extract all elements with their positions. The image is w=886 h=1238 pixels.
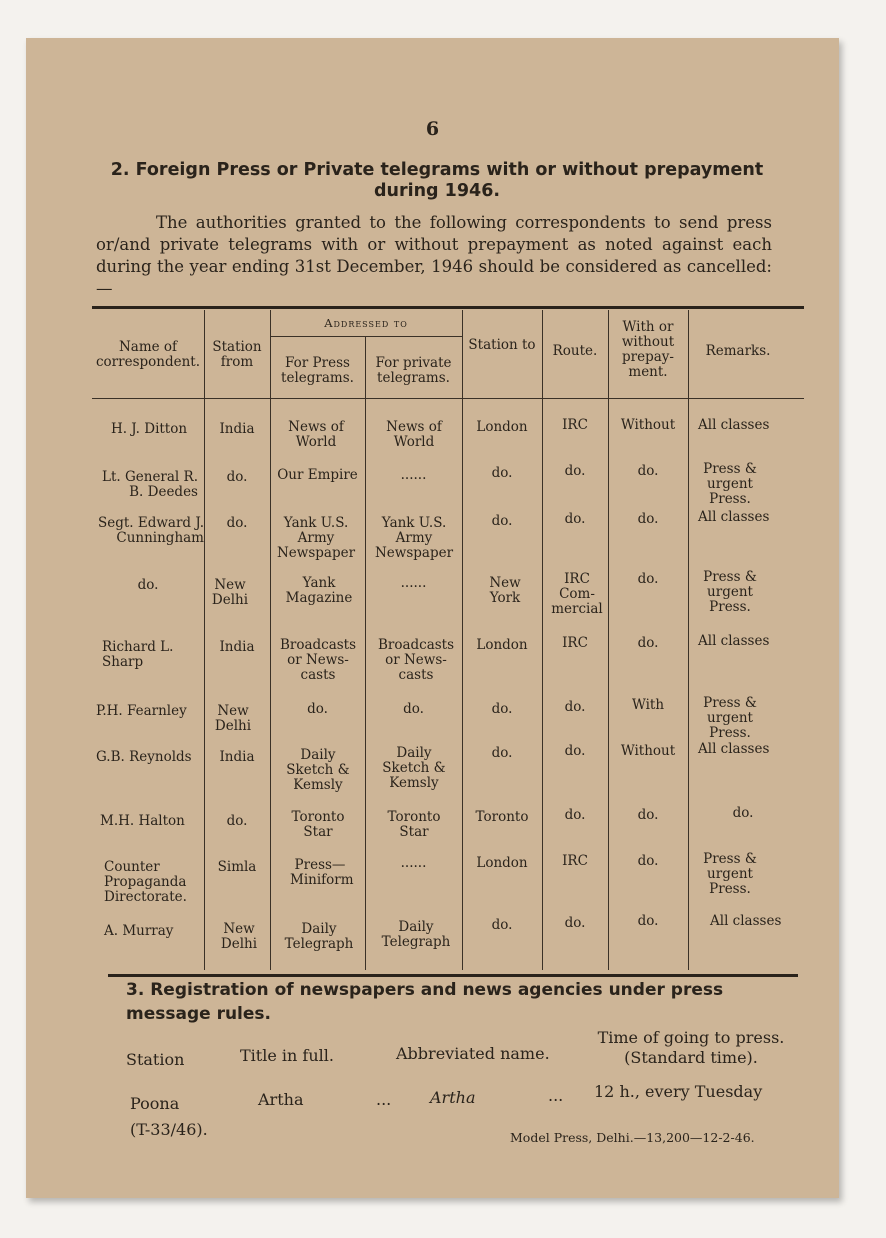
table-cell-route: do. xyxy=(564,743,586,759)
header-addressed-to: Addressed to xyxy=(324,316,408,330)
table-cell-name: P.H. Fearnley xyxy=(96,703,187,719)
header-station-from: Station from xyxy=(212,339,262,370)
column-divider xyxy=(270,310,271,970)
table-cell-press: Press— Miniform xyxy=(290,857,354,888)
table-cell-remarks: Press & urgent Press. xyxy=(703,695,757,741)
table-cell-route: do. xyxy=(564,807,586,823)
table-cell-remarks: Press & urgent Press. xyxy=(703,569,757,615)
table-cell-remarks: All classes xyxy=(698,633,770,649)
header-remarks: Remarks. xyxy=(705,343,771,359)
reg-title: Artha xyxy=(258,1090,304,1109)
table-cell-from: New Delhi xyxy=(211,577,249,608)
section-2-paragraph-text: The authorities granted to the following correspondents to send press or/and private telegrams with or without prepayment as noted against each during the year ending 31st December, 1946 should be considered as cancelled:— xyxy=(96,213,772,298)
table-cell-private: Toronto Star xyxy=(387,809,441,840)
table-cell-to: do. xyxy=(491,745,513,761)
table-cell-route: do. xyxy=(564,463,586,479)
reg-ref: (T-33/46). xyxy=(130,1120,208,1139)
table-cell-press: Our Empire xyxy=(277,467,358,483)
table-cell-remarks: do. xyxy=(732,805,754,821)
table-cell-press: Daily Sketch & Kemsly xyxy=(286,747,350,793)
table-cell-name: G.B. Reynolds xyxy=(96,749,192,765)
table-cell-name: do. xyxy=(137,577,159,593)
table-cell-name: A. Murray xyxy=(104,923,174,939)
table-cell-private: ...... xyxy=(400,467,427,483)
table-cell-press: Yank U.S. Army Newspaper xyxy=(276,515,356,561)
table-cell-name: H. J. Ditton xyxy=(110,421,188,437)
table-cell-from: do. xyxy=(226,515,248,531)
table-cell-to: London xyxy=(476,637,528,653)
table-cell-name: M.H. Halton xyxy=(100,813,185,829)
table-cell-to: Toronto xyxy=(475,809,529,825)
table-cell-route: IRC xyxy=(562,417,588,433)
section-2-paragraph xyxy=(96,212,772,300)
table-cell-route: do. xyxy=(564,511,586,527)
printer-imprint: Model Press, Delhi.—13,200—12-2-46. xyxy=(510,1130,755,1145)
header-private: For private telegrams. xyxy=(375,355,452,386)
table-cell-to: do. xyxy=(491,701,513,717)
table-cell-from: India xyxy=(219,639,255,655)
reg-header-abbrev: Abbreviated name. xyxy=(396,1044,550,1063)
table-cell-prepay: do. xyxy=(637,463,659,479)
table-cell-prepay: do. xyxy=(637,571,659,587)
table-cell-to: New York xyxy=(489,575,521,606)
header-name: Name of correspondent. xyxy=(95,339,201,370)
table-cell-remarks: All classes xyxy=(710,913,782,929)
table-cell-remarks: All classes xyxy=(698,741,770,757)
table-cell-route: do. xyxy=(564,699,586,715)
page-number: 6 xyxy=(425,118,440,140)
table-cell-private: Daily Telegraph xyxy=(381,919,451,950)
header-prepayment: With or without prepay- ment. xyxy=(621,319,675,380)
table-cell-prepay: do. xyxy=(637,807,659,823)
reg-abbrev: Artha xyxy=(430,1088,476,1107)
table-cell-prepay: Without xyxy=(620,743,676,759)
table-cell-to: London xyxy=(476,855,528,871)
table-cell-route: do. xyxy=(564,915,586,931)
table-cell-press: Toronto Star xyxy=(291,809,345,840)
reg-time: 12 h., every Tuesday xyxy=(594,1082,763,1101)
column-divider xyxy=(688,310,689,970)
reg-header-title: Title in full. xyxy=(240,1046,334,1065)
table-cell-press: Yank Magazine xyxy=(285,575,353,606)
reg-header-station: Station xyxy=(126,1050,185,1069)
section-2-title: 2. Foreign Press or Private telegrams with or without prepayment during 1946. xyxy=(110,160,764,201)
table-cell-prepay: do. xyxy=(637,913,659,929)
table-cell-private: ...... xyxy=(400,855,427,871)
column-divider xyxy=(365,336,366,970)
table-cell-remarks: All classes xyxy=(698,417,770,433)
header-bottom-line xyxy=(92,398,804,399)
table-cell-prepay: With xyxy=(631,697,665,713)
table-cell-press: do. xyxy=(307,701,328,717)
reg-station: Poona xyxy=(130,1094,180,1113)
table-cell-name: Lt. General R. B. Deedes xyxy=(102,469,198,500)
table-cell-from: New Delhi xyxy=(214,703,252,734)
table-cell-press: Daily Telegraph xyxy=(284,921,354,952)
table-cell-to: do. xyxy=(491,465,513,481)
table-cell-prepay: do. xyxy=(637,635,659,651)
reg-dots: ... xyxy=(548,1086,564,1105)
table-cell-route: IRC xyxy=(562,853,588,869)
table-cell-from: India xyxy=(219,421,255,437)
table-bottom-rule xyxy=(108,974,798,977)
table-cell-name: Richard L. Sharp xyxy=(102,639,174,670)
table-cell-private: ...... xyxy=(400,575,427,591)
table-cell-prepay: do. xyxy=(637,511,659,527)
table-cell-name: Counter Propaganda Directorate. xyxy=(104,859,187,905)
table-cell-to: do. xyxy=(491,917,513,933)
table-cell-remarks: Press & urgent Press. xyxy=(703,851,757,897)
table-cell-to: do. xyxy=(491,513,513,529)
header-press: For Press telegrams. xyxy=(281,355,354,386)
reg-dots: ... xyxy=(376,1090,392,1109)
table-cell-from: India xyxy=(219,749,255,765)
document-page xyxy=(26,38,839,1198)
table-cell-remarks: All classes xyxy=(698,509,770,525)
table-cell-press: Broadcasts or News- casts xyxy=(279,637,357,683)
table-cell-from: do. xyxy=(226,813,248,829)
reg-header-time: Time of going to press. (Standard time). xyxy=(597,1028,785,1067)
header-station-to: Station to xyxy=(468,337,536,353)
table-cell-remarks: Press & urgent Press. xyxy=(703,461,757,507)
table-cell-prepay: Without xyxy=(620,417,676,433)
table-cell-private: do. xyxy=(403,701,424,717)
addressed-to-underline xyxy=(270,336,462,337)
table-cell-route: IRC Com- mercial xyxy=(551,571,603,617)
table-cell-from: Simla xyxy=(217,859,257,875)
header-route: Route. xyxy=(552,343,598,359)
table-cell-private: Daily Sketch & Kemsly xyxy=(382,745,446,791)
table-cell-route: IRC xyxy=(562,635,588,651)
table-cell-prepay: do. xyxy=(637,853,659,869)
table-top-rule xyxy=(92,306,804,309)
table-cell-to: London xyxy=(476,419,528,435)
table-cell-from: do. xyxy=(226,469,248,485)
table-cell-from: New Delhi xyxy=(220,921,258,952)
table-cell-press: News of World xyxy=(288,419,344,450)
table-cell-name: Segt. Edward J. Cunningham xyxy=(97,515,204,546)
table-cell-private: News of World xyxy=(386,419,442,450)
table-cell-private: Yank U.S. Army Newspaper xyxy=(374,515,454,561)
section-3-title: 3. Registration of newspapers and news agencies under press message rules. xyxy=(126,980,724,1024)
table-cell-private: Broadcasts or News- casts xyxy=(377,637,455,683)
